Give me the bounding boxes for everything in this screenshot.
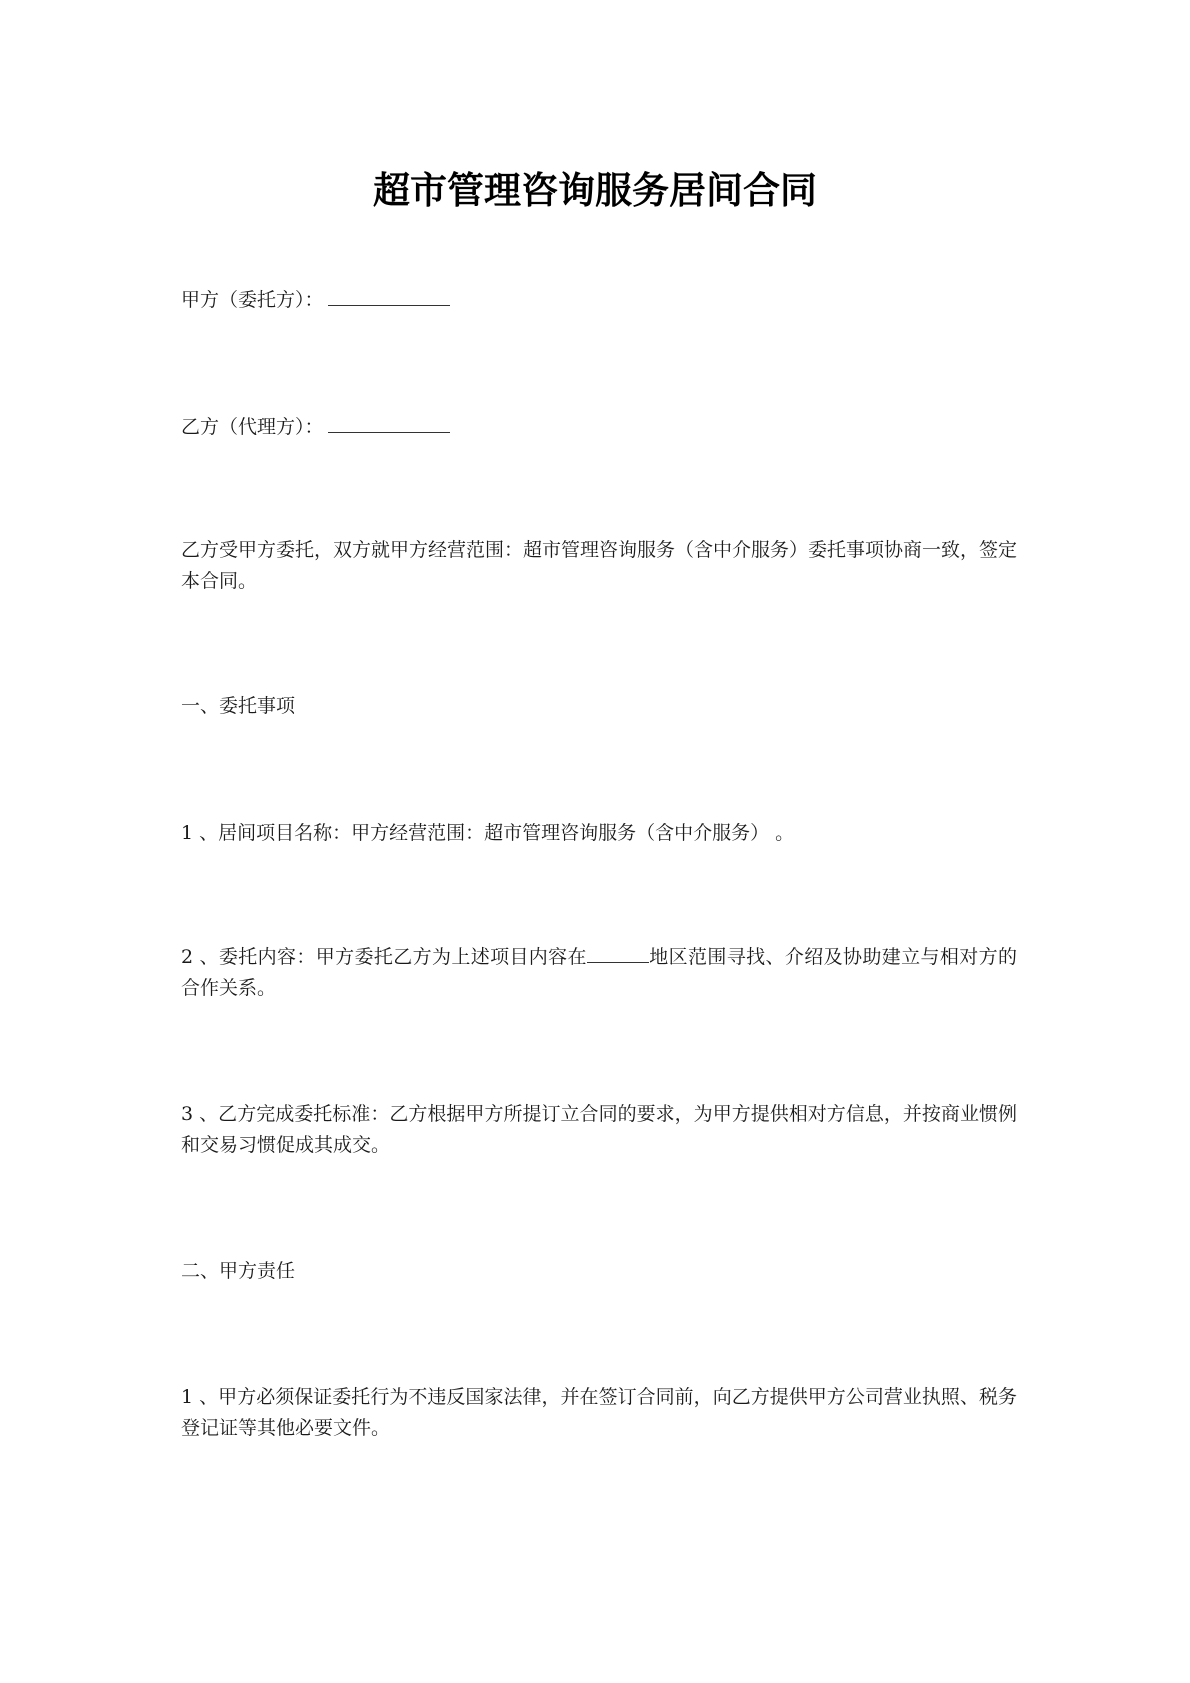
section-heading-2: 二、甲方责任 [181,1260,296,1282]
party-a-label: 甲方（委托方）： [181,289,324,311]
item-2-text-after: 地区范围寻找、介绍及协助建立与相对方的合作关系。 [181,946,1017,999]
party-a-line [181,285,1017,316]
section-1-item-2 [181,942,1017,1004]
document-title: 超市管理咨询服务居间合同 [373,168,817,212]
party-b-line [181,412,1017,443]
section-1-item-1: 1 、居间项目名称：甲方经营范围：超市管理咨询服务（含中介服务） 。 [181,822,795,844]
item-2-text-before: 2 、委托内容：甲方委托乙方为上述项目内容在 [181,946,587,968]
section-2-item-1: 1 、甲方必须保证委托行为不违反国家法律，并在签订合同前，向乙方提供甲方公司营业执照、税务登记证等其他必要文件。 [181,1386,1017,1439]
intro-paragraph: 乙方受甲方委托，双方就甲方经营范围：超市管理咨询服务（含中介服务）委托事项协商一致，签定本合同。 [181,539,1018,592]
party-b-label: 乙方（代理方）： [181,416,324,438]
section-1-item-3: 3 、乙方完成委托标准：乙方根据甲方所提订立合同的要求，为甲方提供相对方信息，并按商业惯例和交易习惯促成其成交。 [181,1103,1017,1156]
party-b-blank[interactable] [328,414,450,433]
region-blank[interactable] [587,944,649,963]
section-heading-1: 一、委托事项 [181,695,296,717]
party-a-blank[interactable] [328,287,450,306]
